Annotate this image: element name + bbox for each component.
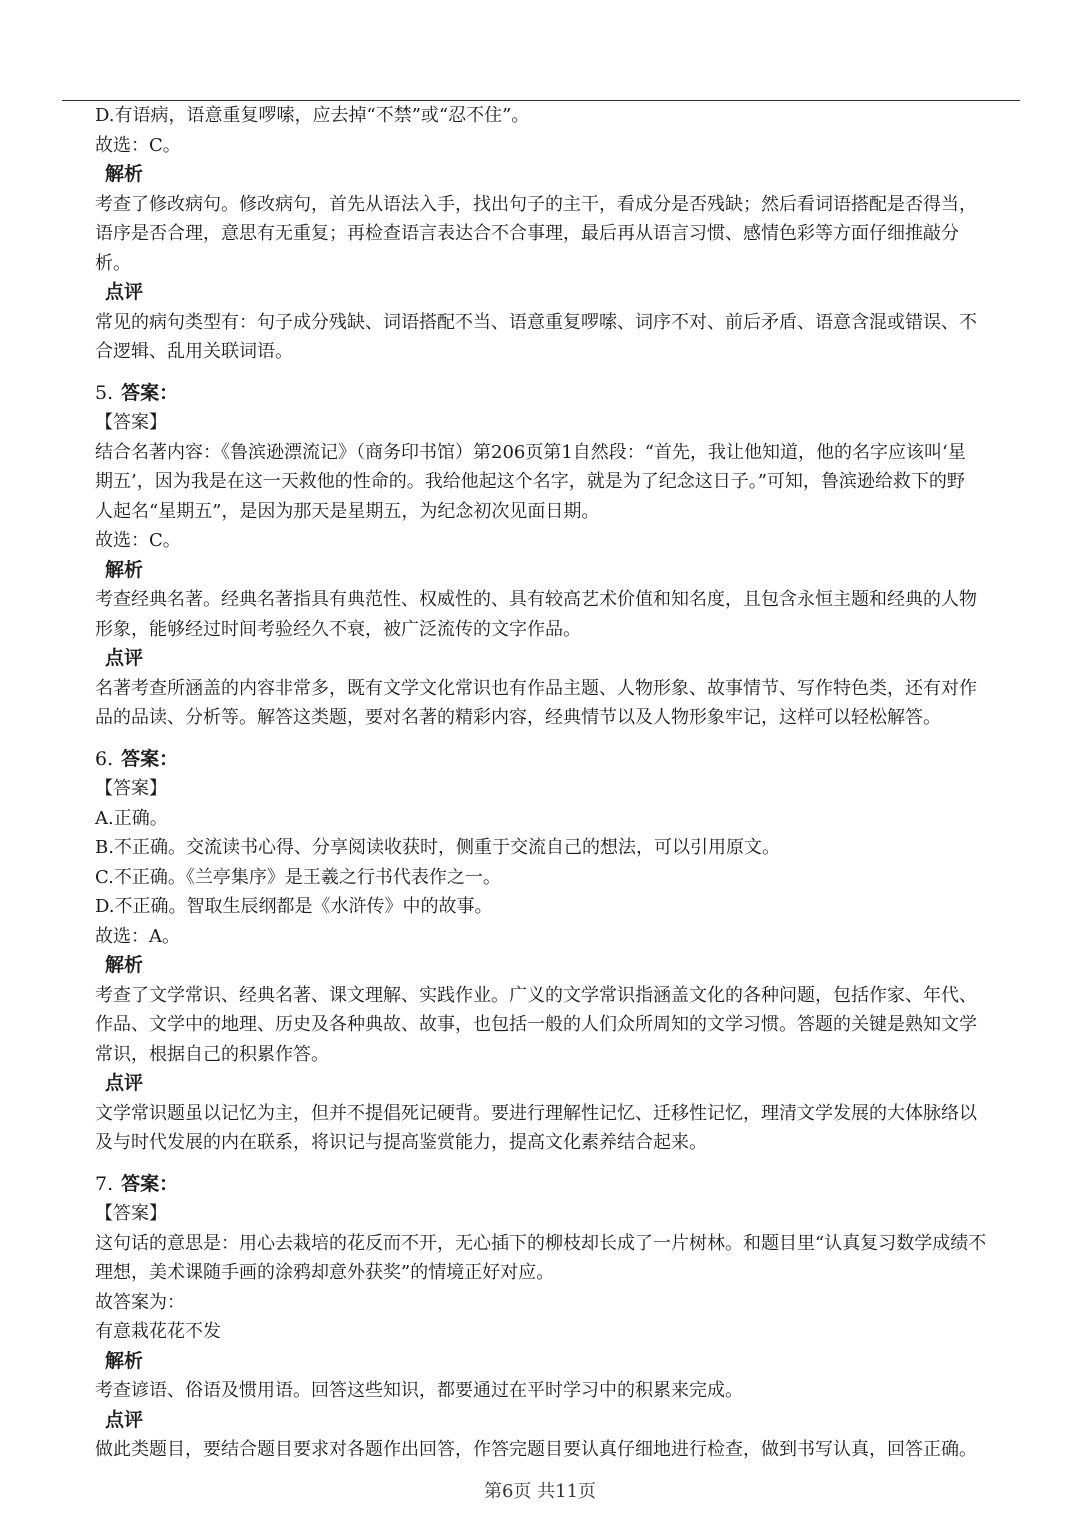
answer-line: 故选：C。 bbox=[95, 134, 181, 156]
analysis-line: 语序是否合理，意思有无重复；再检查语言表达合不合事理，最后再从语言习惯、感情色彩等方面仔细推敲分 bbox=[95, 223, 959, 244]
question-label: 答案： bbox=[121, 1172, 179, 1195]
comment-heading: 点评 bbox=[105, 281, 144, 303]
answer-line: 故选：A。 bbox=[95, 925, 180, 947]
answer-line: B.不正确。交流读书心得、分享阅读收获时，侧重于交流自己的想法，可以引用原文。 bbox=[95, 837, 780, 858]
answer-line: 理想，美术课随手画的涂鸦却意外获奖”的情境正好对应。 bbox=[95, 1262, 555, 1283]
question-label: 答案： bbox=[121, 381, 179, 404]
question-number: 7. bbox=[95, 1172, 114, 1195]
comment-line: 品的品读、分析等。解答这类题，要对名著的精彩内容，经典情节以及人物形象牢记，这样可以轻松解答。 bbox=[95, 707, 941, 728]
question-6 bbox=[95, 745, 1040, 1158]
question-number: 5. bbox=[95, 381, 114, 404]
answer-line: 有意栽花花不发 bbox=[95, 1321, 221, 1342]
question-label: 答案： bbox=[121, 747, 179, 770]
answer-line: 故选：C。 bbox=[95, 530, 181, 551]
comment-line: 做此类题目，要结合题目要求对各题作出回答，作答完题目要认真仔细地进行检查，做到书写认真，回答正确。 bbox=[95, 1439, 977, 1460]
analysis-heading: 解析 bbox=[105, 1349, 144, 1372]
question-7 bbox=[95, 1170, 1040, 1465]
answer-line: C.不正确。《兰亭集序》是王羲之行书代表作之一。 bbox=[95, 866, 501, 888]
answer-line: 故答案为： bbox=[95, 1291, 185, 1313]
question-4-continuation bbox=[95, 101, 1040, 367]
analysis-line: 考查了文学常识、经典名著、课文理解、实践作业。广义的文学常识指涵盖文化的各种问题，包括作家、年代、 bbox=[95, 984, 977, 1006]
answer-tag: 【答案】 bbox=[95, 412, 167, 433]
comment-heading: 点评 bbox=[105, 647, 144, 669]
answer-tag: 【答案】 bbox=[95, 778, 167, 799]
answer-tag: 【答案】 bbox=[95, 1203, 167, 1224]
answer-line: D.不正确。智取生辰纲都是《水浒传》中的故事。 bbox=[95, 896, 493, 917]
analysis-heading: 解析 bbox=[105, 558, 144, 581]
document-body bbox=[95, 101, 1040, 1465]
answer-line: A.正确。 bbox=[95, 807, 168, 829]
question-header bbox=[95, 1170, 1040, 1200]
analysis-line: 考查了修改病句。修改病句，首先从语法入手，找出句子的主干，看成分是否残缺；然后看词语搭配是否得当， bbox=[95, 193, 977, 215]
question-5 bbox=[95, 379, 1040, 733]
analysis-line: 析。 bbox=[95, 252, 131, 274]
answer-line: 结合名著内容：《鲁滨逊漂流记》（商务印书馆）第206页第1自然段：“首先，我让他知道，他的名字应该叫‘星 bbox=[95, 441, 966, 463]
page-footer: 第6页 共11页 bbox=[483, 1481, 597, 1502]
comment-line: 名著考查所涵盖的内容非常多，既有文学文化常识也有作品主题、人物形象、故事情节、写作特色类，还有对作 bbox=[95, 677, 977, 699]
comment-line: 文学常识题虽以记忆为主，但并不提倡死记硬背。要进行理解性记忆、迁移性记忆，理清文学发展的大体脉络以 bbox=[95, 1102, 977, 1124]
analysis-line: 考查经典名著。经典名著指具有典范性、权威性的、具有较高艺术价值和知名度，且包含永恒主题和经典的人物 bbox=[95, 589, 977, 610]
analysis-heading: 解析 bbox=[105, 954, 144, 976]
analysis-line: 考查谚语、俗语及惯用语。回答这些知识，都要通过在平时学习中的积累来完成。 bbox=[95, 1380, 743, 1401]
comment-line: 合逻辑、乱用关联词语。 bbox=[95, 341, 293, 362]
analysis-line: 形象，能够经过时间考验经久不衰，被广泛流传的文字作品。 bbox=[95, 618, 581, 640]
comment-line: 常见的病句类型有：句子成分残缺、词语搭配不当、语意重复啰嗦、词序不对、前后矛盾、语意含混或错误、不 bbox=[95, 311, 977, 333]
comment-heading: 点评 bbox=[105, 1072, 144, 1094]
comment-line: 及与时代发展的内在联系，将识记与提高鉴赏能力，提高文化素养结合起来。 bbox=[95, 1132, 707, 1153]
analysis-line: 作品、文学中的地理、历史及各种典故、故事，也包括一般的人们众所周知的文学习惯。答题的关键是熟知文学 bbox=[95, 1014, 977, 1035]
answer-line: 期五’，因为我是在这一天救他的性命的。我给他起这个名字，就是为了纪念这日子。”可知，鲁滨逊给救下的野 bbox=[95, 471, 965, 492]
answer-line: 这句话的意思是：用心去栽培的花反而不开，无心插下的柳枝却长成了一片树林。和题目里“认真复习数学成绩不 bbox=[95, 1232, 987, 1254]
comment-heading: 点评 bbox=[105, 1408, 144, 1431]
question-number: 6. bbox=[95, 747, 114, 770]
answer-line: D.有语病，语意重复啰嗦，应去掉“不禁”或“忍不住”。 bbox=[95, 105, 530, 126]
question-header bbox=[95, 745, 1040, 775]
analysis-heading: 解析 bbox=[105, 163, 144, 185]
question-header bbox=[95, 379, 1040, 409]
analysis-line: 常识，根据自己的积累作答。 bbox=[95, 1043, 329, 1065]
answer-line: 人起名“星期五”，是因为那天是星期五，为纪念初次见面日期。 bbox=[95, 500, 600, 522]
